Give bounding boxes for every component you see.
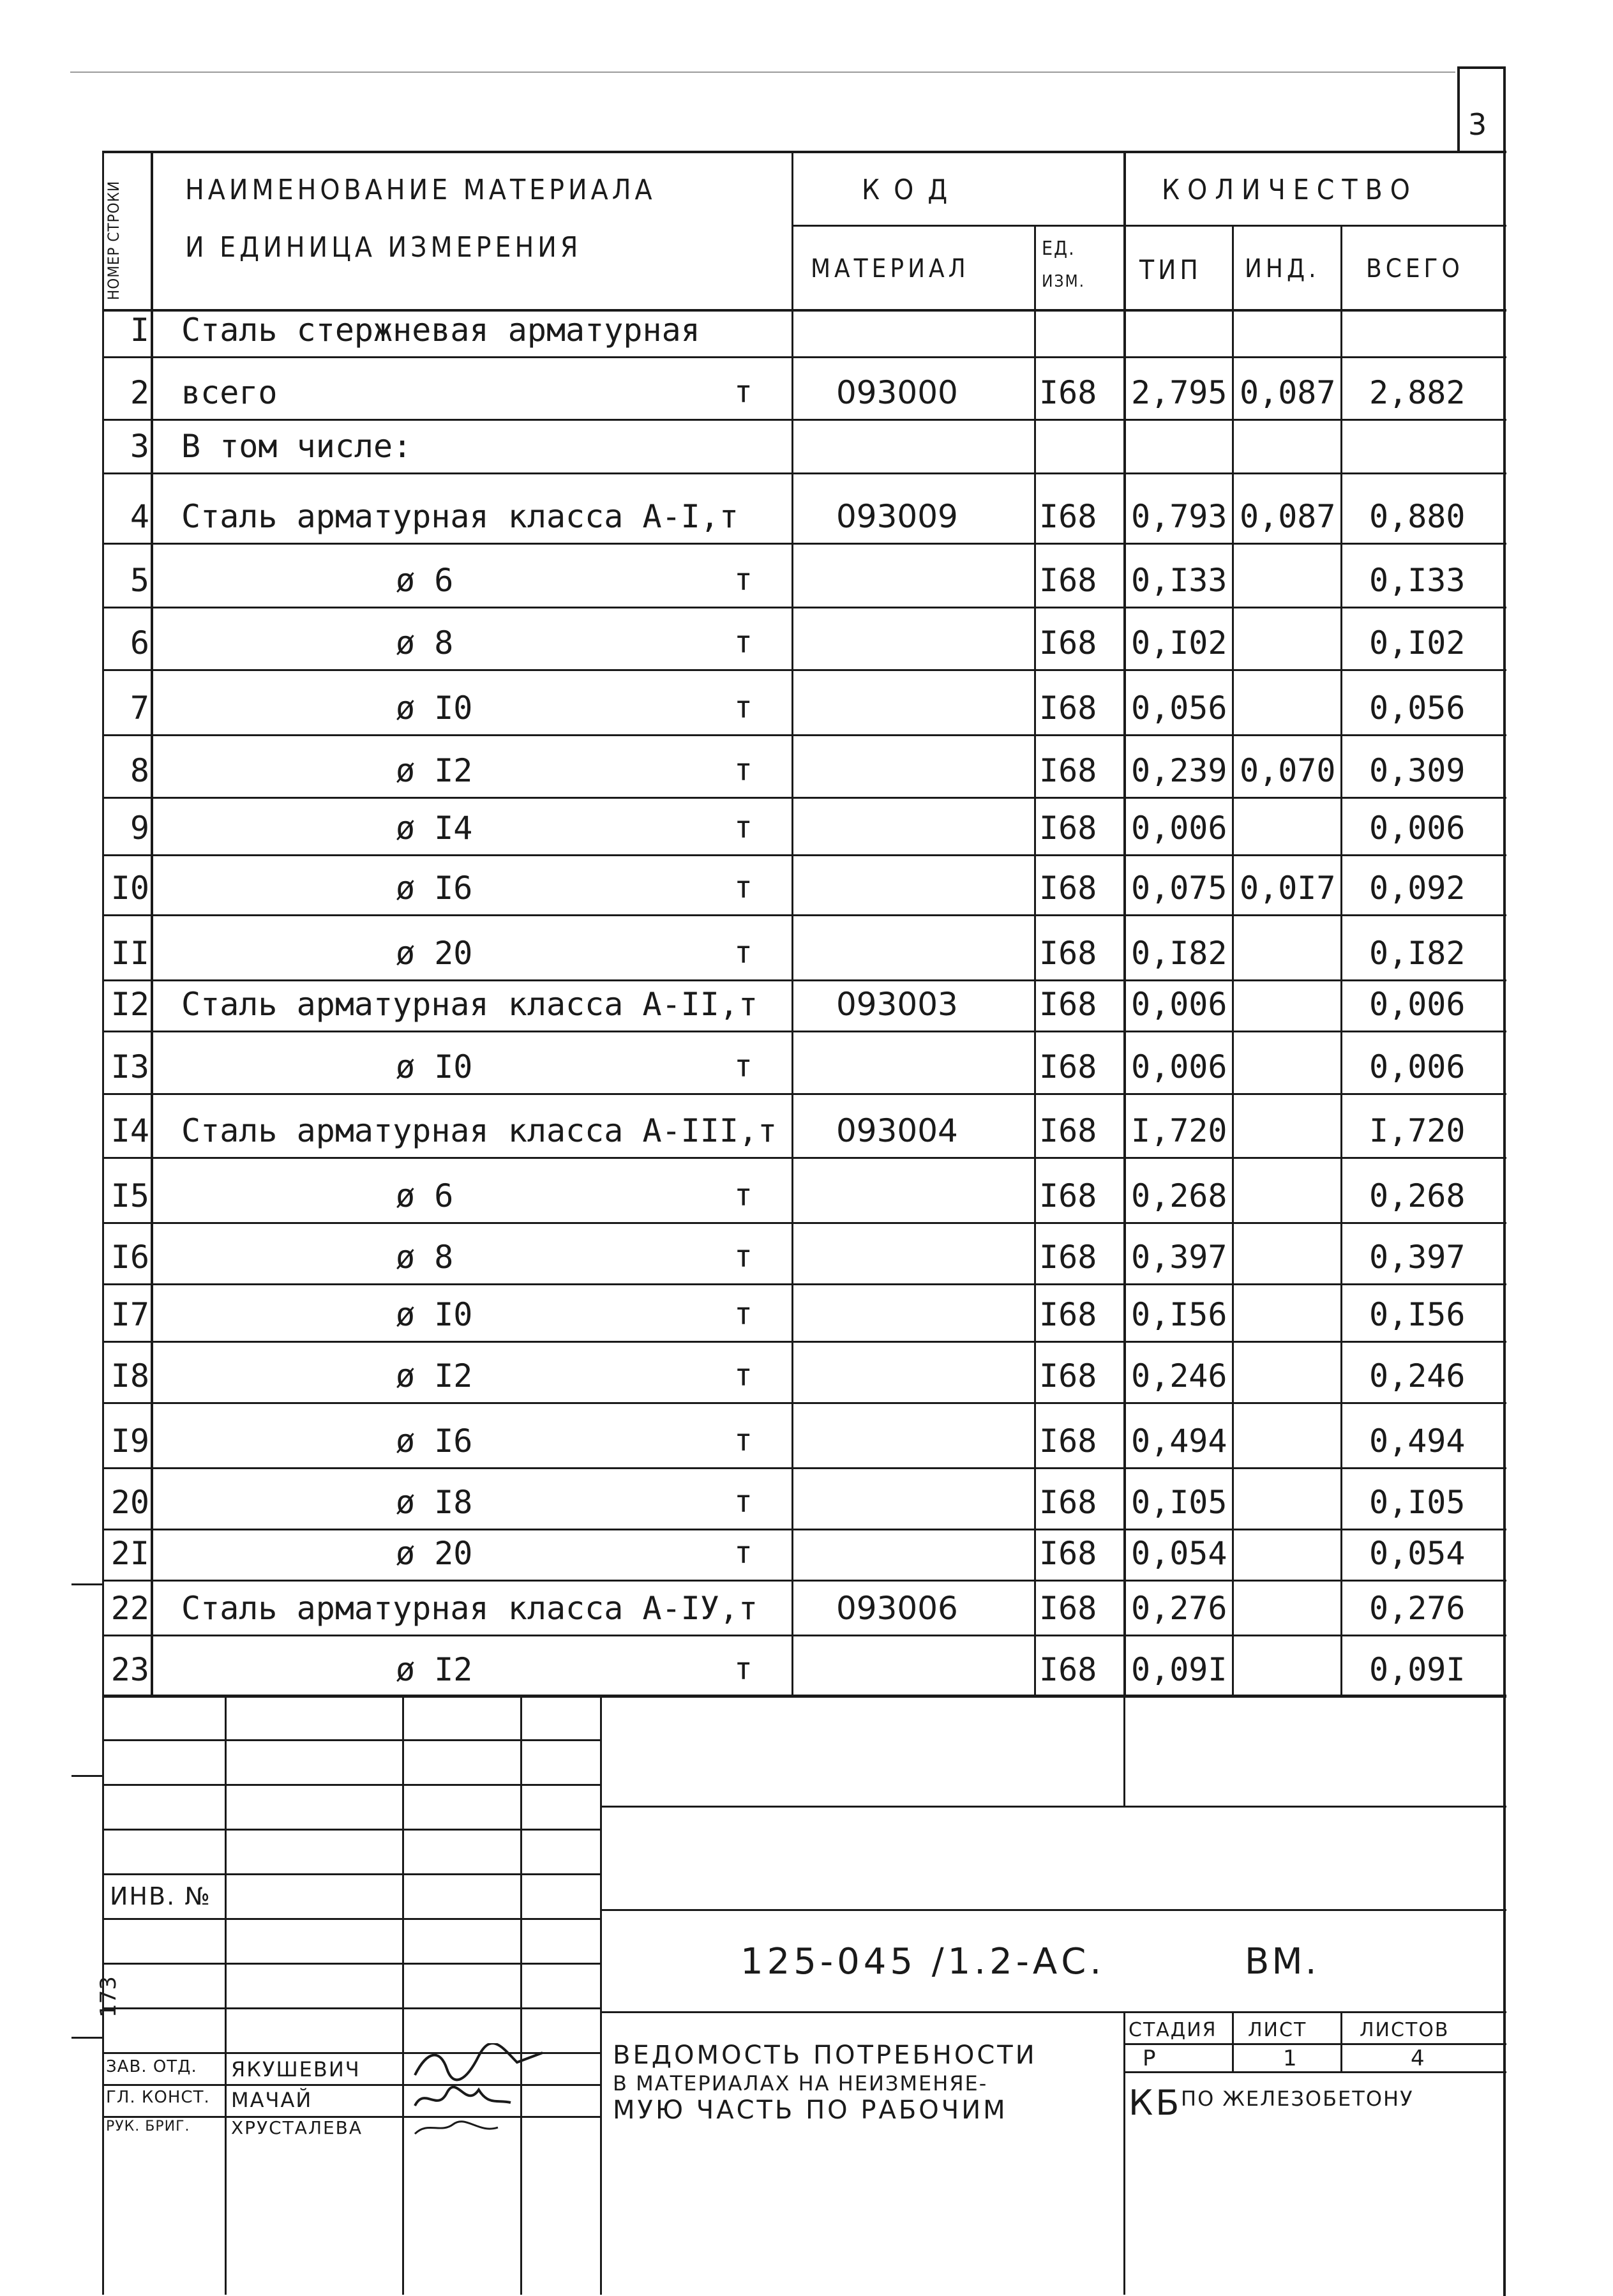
material-name: ø 20 [396,1535,473,1572]
row-divider [151,669,1506,671]
quantity-type: 0,006 [1131,986,1227,1023]
row-divider [151,914,1506,916]
unit-of-measure: т [734,1239,753,1274]
signature-3 [409,2115,511,2140]
row-number: 3 [130,428,149,465]
unit-code: I68 [1039,752,1097,789]
row-divider [151,1031,1506,1032]
stage-label: СТАДИЯ [1129,2019,1217,2041]
unit-code: I68 [1039,1484,1097,1521]
row-number-divider [102,1635,153,1636]
quantity-total: 0,09I [1369,1651,1466,1688]
material-name: ø 8 [396,624,454,661]
material-code: 093006 [836,1590,958,1627]
sheet-label: ЛИСТ [1248,2019,1307,2041]
unit-of-measure: т [734,1484,753,1520]
unit-code: I68 [1039,870,1097,907]
row-number-divider [102,1157,153,1159]
material-name: ø I6 [396,870,473,907]
row-number-divider [102,797,153,799]
material-code: 093004 [836,1112,958,1149]
name-header-line2: И ЕДИНИЦА ИЗМЕРЕНИЯ [185,231,582,264]
unit-of-measure: т [734,1048,753,1084]
name-team-leader: ХРУСТАЛЕВА [231,2117,363,2138]
quantity-type: 0,I33 [1131,562,1227,599]
row-number: I4 [110,1112,149,1149]
quantity-total: 0,092 [1369,870,1466,907]
material-name: ø I6 [396,1423,473,1460]
material-name: ø I0 [396,690,473,727]
quantity-total: 0,494 [1369,1423,1466,1460]
row-number-divider [102,669,153,671]
material-name: всего [181,374,278,411]
quantity-individual: 0,0I7 [1240,870,1336,907]
quantity-type: 0,I02 [1131,624,1227,661]
sheet-title-line3: МУЮ ЧАСТЬ ПО РАБОЧИМ [613,2096,1008,2125]
unit-of-measure: т [734,690,753,725]
row-divider [151,1157,1506,1159]
unit-code: I68 [1039,986,1097,1023]
unit-code: I68 [1039,690,1097,727]
unit-code: I68 [1039,935,1097,972]
code-header: КОД [862,174,962,206]
quantity-total: 0,I33 [1369,562,1466,599]
row-divider [151,1283,1506,1285]
quantity-type: 0,006 [1131,810,1227,847]
name-header-line1: НАИМЕНОВАНИЕ МАТЕРИАЛА [185,174,656,206]
unit-of-measure: т [734,935,753,971]
stage-value: Р [1143,2046,1159,2071]
row-divider [151,1222,1506,1224]
row-number-divider [102,543,153,545]
unit-code: I68 [1039,624,1097,661]
row-number: I8 [110,1357,149,1394]
unit-of-measure: т [734,810,753,845]
quantity-type: 0,I56 [1131,1296,1227,1333]
row-number: 22 [110,1590,149,1627]
unit-code: I68 [1039,1535,1097,1572]
row-number-divider [102,1341,153,1343]
row-number-divider [102,854,153,856]
quantity-type: 0,054 [1131,1535,1227,1572]
quantity-type: 0,I82 [1131,935,1227,972]
row-number-header: НОМЕР СТРОКИ [105,180,123,300]
type-header: ТИП [1139,254,1202,285]
quantity-type: 0,239 [1131,752,1227,789]
sheet-title-line2: В МАТЕРИАЛАХ НА НЕИЗМЕНЯЕ- [613,2071,988,2096]
row-number-divider [102,1031,153,1032]
unit-code: I68 [1039,498,1097,535]
sheet-value: 1 [1283,2046,1300,2071]
organization-prefix: КБ [1129,2083,1182,2123]
material-name: ø I0 [396,1048,473,1085]
quantity-total: 0,I05 [1369,1484,1466,1521]
row-divider [151,854,1506,856]
quantity-total: 0,006 [1369,1048,1466,1085]
quantity-individual: 0,087 [1240,498,1336,535]
row-number: I [130,312,149,349]
row-divider [151,1341,1506,1343]
material-name: ø I2 [396,1651,473,1688]
row-number: 23 [110,1651,149,1688]
unit-of-measure: т [734,1423,753,1458]
material-name: ø I8 [396,1484,473,1521]
quantity-total: 0,056 [1369,690,1466,727]
row-number: I5 [110,1177,149,1214]
row-number-divider [102,356,153,358]
quantity-type: 0,056 [1131,690,1227,727]
row-number-divider [102,979,153,981]
row-divider [151,543,1506,545]
quantity-total: 0,054 [1369,1535,1466,1572]
row-number-divider [102,734,153,736]
row-number-divider [102,1222,153,1224]
unit-header-1: ЕД. [1042,238,1076,260]
ind-header: ИНД. [1245,254,1320,283]
document-code: 125-045 /1.2-АС. [740,1941,1106,1983]
material-name: ø I2 [396,1357,473,1394]
unit-of-measure: т [734,562,753,598]
quantity-type: 0,006 [1131,1048,1227,1085]
material-name: ø I2 [396,752,473,789]
row-number: 20 [110,1484,149,1521]
material-name: ø 20 [396,935,473,972]
row-number: 2I [110,1535,149,1572]
role-team-leader: РУК. БРИГ. [106,2119,190,2134]
quantity-total: 0,880 [1369,498,1466,535]
material-name: В том числе: [181,428,412,465]
material-name: Сталь арматурная класса А-III,т [181,1112,777,1149]
unit-code: I68 [1039,810,1097,847]
quantity-total: 0,276 [1369,1590,1466,1627]
quantity-type: 0,075 [1131,870,1227,907]
row-divider [151,419,1506,421]
quantity-individual: 0,087 [1240,374,1336,411]
row-number-divider [102,1580,153,1582]
quantity-total: 0,006 [1369,986,1466,1023]
row-number: 4 [130,498,149,535]
unit-code: I68 [1039,1112,1097,1149]
material-name: Сталь стержневая арматурная [181,312,700,349]
row-divider [151,607,1506,608]
page-number: 3 [1468,107,1487,142]
material-code: 093003 [836,986,958,1023]
unit-code: I68 [1039,1239,1097,1276]
organization-name: ПО ЖЕЛЕЗОБЕТОНУ [1181,2087,1414,2111]
document-suffix: ВМ. [1245,1941,1319,1983]
unit-header-2: ИЗМ. [1042,272,1086,291]
quantity-total: 0,246 [1369,1357,1466,1394]
margin-note: 173 [96,1976,121,2018]
row-number: 9 [130,810,149,847]
role-head-of-dept: ЗАВ. ОТД. [106,2057,197,2076]
row-number-divider [102,1402,153,1404]
row-number: 6 [130,624,149,661]
quantity-total: I,720 [1369,1112,1466,1149]
unit-of-measure: т [734,1651,753,1687]
row-divider [151,797,1506,799]
row-divider [151,1580,1506,1582]
role-chief-designer: ГЛ. КОНСТ. [106,2088,210,2107]
unit-code: I68 [1039,1423,1097,1460]
row-number-divider [102,914,153,916]
material-code: 093000 [836,374,958,411]
total-header: ВСЕГО [1366,254,1464,283]
material-name: Сталь арматурная класса А-IУ,т [181,1590,758,1627]
unit-of-measure: т [734,870,753,905]
quantity-individual: 0,070 [1240,752,1336,789]
quantity-type: 2,795 [1131,374,1227,411]
sheets-label: ЛИСТОВ [1360,2019,1450,2041]
quantity-total: 0,I82 [1369,935,1466,972]
quantity-total: 0,397 [1369,1239,1466,1276]
row-number: I3 [110,1048,149,1085]
unit-of-measure: т [734,752,753,788]
material-name: ø 6 [396,562,454,599]
quantity-total: 0,I56 [1369,1296,1466,1333]
row-number-divider [102,419,153,421]
row-number-divider [102,472,153,474]
row-number: I6 [110,1239,149,1276]
row-divider [151,356,1506,358]
unit-code: I68 [1039,1296,1097,1333]
row-divider [151,1529,1506,1530]
material-name: ø I0 [396,1296,473,1333]
material-header: МАТЕРИАЛ [811,254,970,283]
material-name: Сталь арматурная класса А-II,т [181,986,758,1023]
quantity-type: 0,397 [1131,1239,1227,1276]
unit-code: I68 [1039,1651,1097,1688]
row-number: II [110,935,149,972]
row-number: I0 [110,870,149,907]
row-number: 5 [130,562,149,599]
row-divider [151,979,1506,981]
unit-code: I68 [1039,1177,1097,1214]
quantity-total: 0,268 [1369,1177,1466,1214]
quantity-total: 0,006 [1369,810,1466,847]
quantity-type: 0,494 [1131,1423,1227,1460]
material-code: 093009 [836,498,958,535]
row-divider [151,1467,1506,1469]
quantity-total: 2,882 [1369,374,1466,411]
row-divider [151,1402,1506,1404]
name-chief-designer: МАЧАЙ [231,2088,313,2112]
name-head-of-dept: ЯКУШЕВИЧ [231,2057,361,2081]
unit-of-measure: т [734,1177,753,1213]
unit-of-measure: т [734,1535,753,1571]
row-divider [151,734,1506,736]
inventory-number-label: ИНВ. № [110,1882,211,1910]
row-number: I2 [110,986,149,1023]
unit-code: I68 [1039,562,1097,599]
row-number: I7 [110,1296,149,1333]
sheet-title-line1: ВЕДОМОСТЬ ПОТРЕБНОСТИ [613,2041,1037,2070]
row-divider [151,1093,1506,1095]
unit-of-measure: т [734,374,753,410]
row-number-divider [102,1529,153,1530]
material-name: Сталь арматурная класса А-I,т [181,498,739,535]
quantity-type: 0,793 [1131,498,1227,535]
unit-code: I68 [1039,1048,1097,1085]
row-divider [151,1635,1506,1636]
quantity-total: 0,I02 [1369,624,1466,661]
row-number-divider [102,1093,153,1095]
row-divider [151,472,1506,474]
signature-2 [409,2080,517,2119]
row-number: 7 [130,690,149,727]
row-number: 2 [130,374,149,411]
quantity-type: I,720 [1131,1112,1227,1149]
unit-code: I68 [1039,374,1097,411]
row-number: I9 [110,1423,149,1460]
quantity-type: 0,268 [1131,1177,1227,1214]
sheets-value: 4 [1411,2046,1427,2071]
unit-of-measure: т [734,1296,753,1332]
unit-code: I68 [1039,1357,1097,1394]
row-number-divider [102,1283,153,1285]
material-name: ø 6 [396,1177,454,1214]
row-number: 8 [130,752,149,789]
material-name: ø 8 [396,1239,454,1276]
quantity-type: 0,I05 [1131,1484,1227,1521]
unit-of-measure: т [734,1357,753,1393]
unit-of-measure: т [734,624,753,660]
unit-code: I68 [1039,1590,1097,1627]
quantity-type: 0,246 [1131,1357,1227,1394]
quantity-total: 0,309 [1369,752,1466,789]
quantity-type: 0,276 [1131,1590,1227,1627]
row-number-divider [102,1467,153,1469]
row-number-divider [102,607,153,608]
quantity-type: 0,09I [1131,1651,1227,1688]
material-name: ø I4 [396,810,473,847]
quantity-header: КОЛИЧЕСТВО [1162,174,1418,206]
